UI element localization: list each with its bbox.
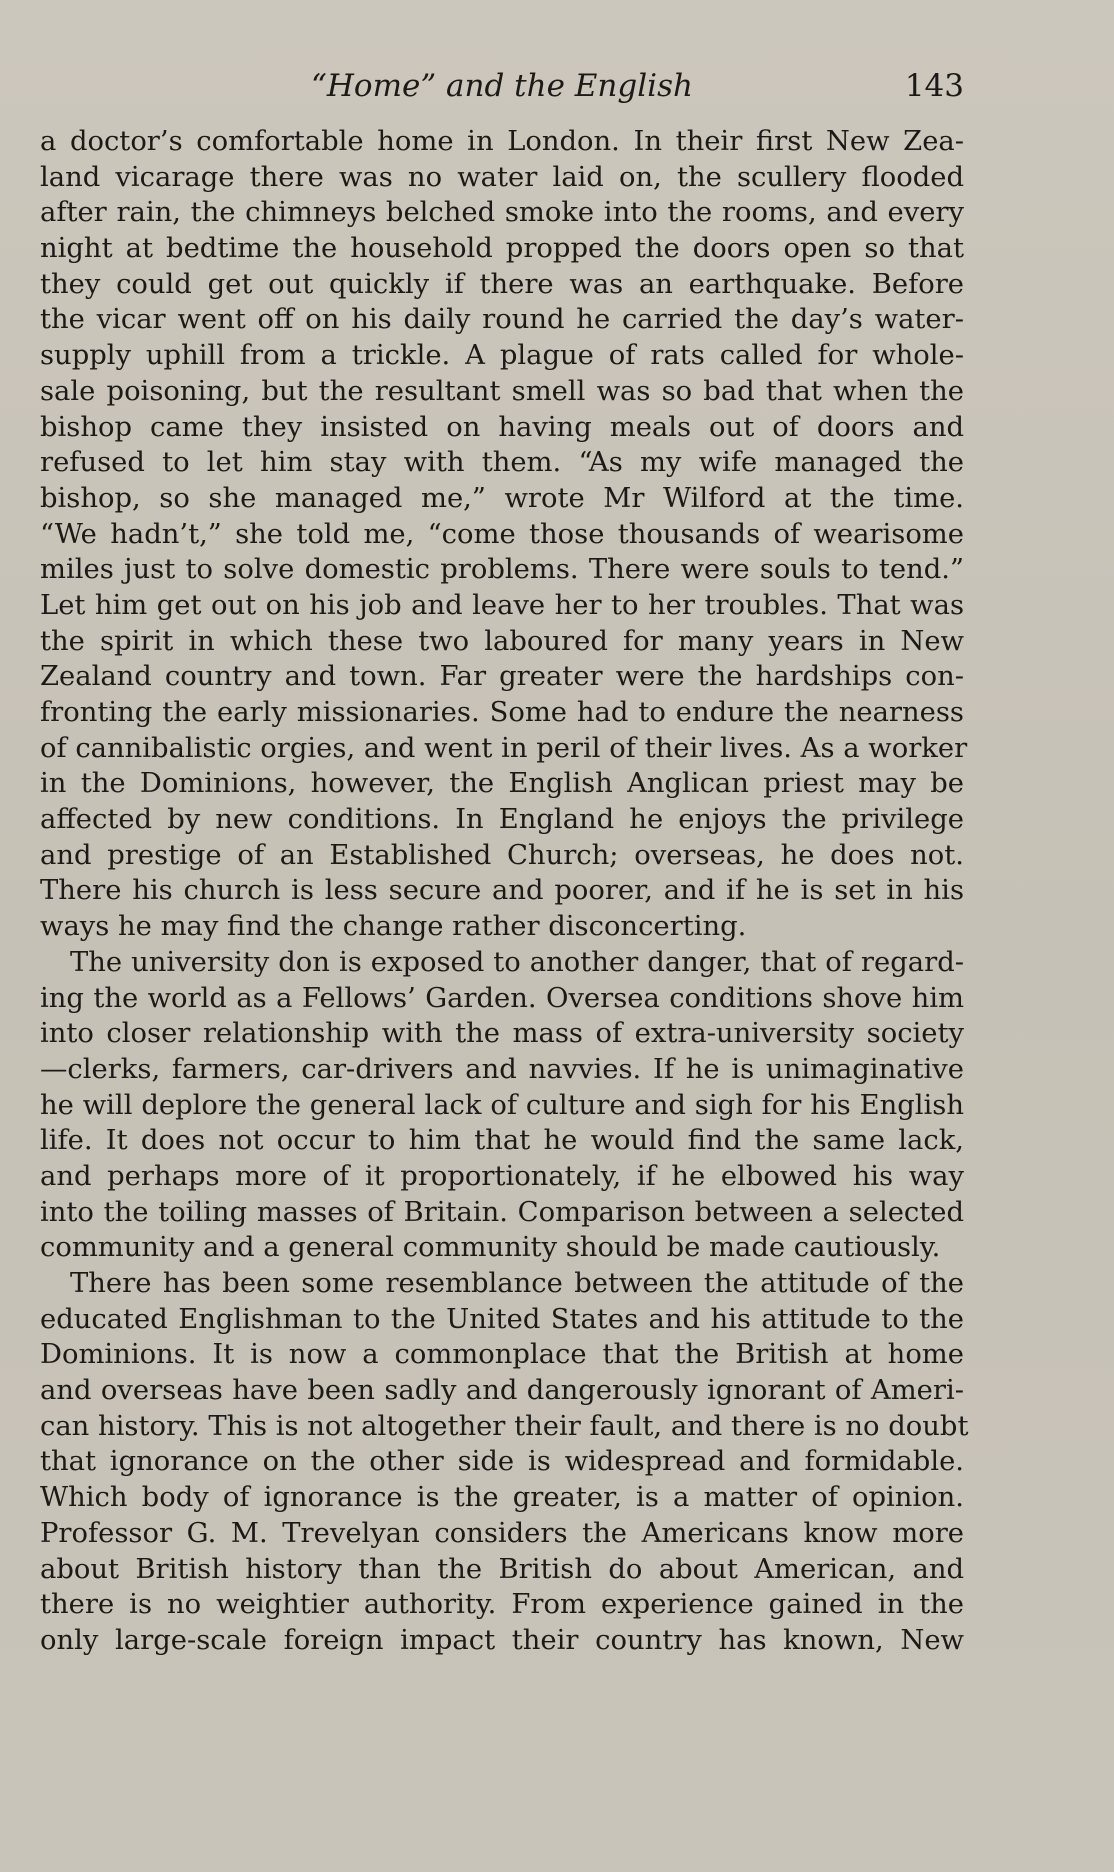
text-line: about British history than the British do about American, and — [40, 1553, 964, 1585]
text-line: —clerks, farmers, car-drivers and navvies. If he is unimaginative — [40, 1053, 964, 1085]
text-line: Professor G. M. Trevelyan considers the Americans know more — [40, 1517, 964, 1549]
text-line: after rain, the chimneys belched smoke into the rooms, and every — [40, 197, 964, 229]
text-line: can history. This is not altogether their fault, and there is no doubt — [40, 1410, 969, 1442]
text-line: he will deplore the general lack of culture and sigh for his English — [40, 1089, 964, 1121]
page-number: 143 — [904, 68, 964, 104]
text-line: into the toiling masses of Britain. Comparison between a selected — [40, 1196, 964, 1228]
text-line: The university don is exposed to another danger, that of regard- — [70, 946, 964, 978]
text-line: there is no weightier authority. From experience gained in the — [40, 1589, 964, 1621]
text-line: the spirit in which these two laboured for many years in New — [40, 625, 964, 657]
text-line: fronting the early missionaries. Some had to endure the nearness — [40, 697, 964, 728]
text-line: miles just to solve domestic problems. There were souls to tend.” — [40, 554, 964, 586]
text-line: and overseas have been sadly and dangerously ignorant of Ameri- — [40, 1375, 964, 1407]
text-line: Zealand country and town. Far greater were the hardships con- — [40, 661, 964, 693]
paragraph — [40, 124, 968, 945]
text-line: ways he may find the change rather disconcerting. — [40, 911, 747, 943]
text-line: ing the world as a Fellows’ Garden. Oversea conditions shove him — [40, 982, 964, 1014]
text-line: sale poisoning, but the resultant smell was so bad that when the — [40, 375, 964, 407]
text-line: bishop came they insisted on having meals out of doors and — [40, 411, 964, 443]
text-line: refused to let him stay with them. “As my wife managed the — [40, 447, 964, 479]
text-line: they could get out quickly if there was an earthquake. Before — [40, 268, 964, 300]
text-line: bishop, so she managed me,” wrote Mr Wilford at the time. — [40, 482, 964, 514]
text-line: into closer relationship with the mass of extra-university society — [40, 1018, 964, 1050]
text-line: and perhaps more of it proportionately, if he elbowed his way — [40, 1160, 964, 1192]
running-head-title: “Home” and the English — [311, 68, 693, 104]
text-line: that ignorance on the other side is widespread and formidable. — [40, 1446, 964, 1478]
text-line: life. It does not occur to him that he would find the same lack, — [40, 1125, 964, 1157]
text-line: educated Englishman to the United States and his attitude to the — [40, 1303, 964, 1335]
text-line: Which body of ignorance is the greater, is a matter of opinion. — [40, 1482, 964, 1514]
text-line: a doctor’s comfortable home in London. In their first New Zea- — [40, 126, 964, 157]
text-line: “We hadn’t,” she told me, “come those thousands of wearisome — [40, 518, 964, 550]
text-line: community and a general community should be made cautiously. — [40, 1232, 941, 1264]
text-line: There his church is less secure and poorer, and if he is set in his — [40, 875, 964, 907]
text-line: Dominions. It is now a commonplace that the British at home — [40, 1339, 964, 1371]
text-line: affected by new conditions. In England he enjoys the privilege — [40, 804, 964, 836]
body-text — [40, 124, 969, 1659]
text-line: There has been some resemblance between the attitude of the — [70, 1268, 964, 1299]
text-line: night at bedtime the household propped the doors open so that — [40, 233, 964, 265]
text-line: land vicarage there was no water laid on, the scullery flooded — [40, 161, 964, 193]
text-line: Let him get out on his job and leave her to her troubles. That was — [40, 589, 964, 621]
text-line: supply uphill from a trickle. A plague of rats called for whole- — [40, 340, 964, 372]
text-line: only large-scale foreign impact their country has known, New — [40, 1624, 964, 1656]
text-line: in the Dominions, however, the English Anglican priest may be — [40, 768, 964, 800]
running-head — [40, 66, 964, 106]
paragraph — [40, 1266, 969, 1659]
text-line: and prestige of an Established Church; overseas, he does not. — [40, 839, 964, 871]
paragraph — [40, 945, 964, 1266]
text-line: of cannibalistic orgies, and went in peril of their lives. As a worker — [40, 732, 968, 764]
text-line: the vicar went off on his daily round he carried the day’s water- — [40, 304, 964, 336]
